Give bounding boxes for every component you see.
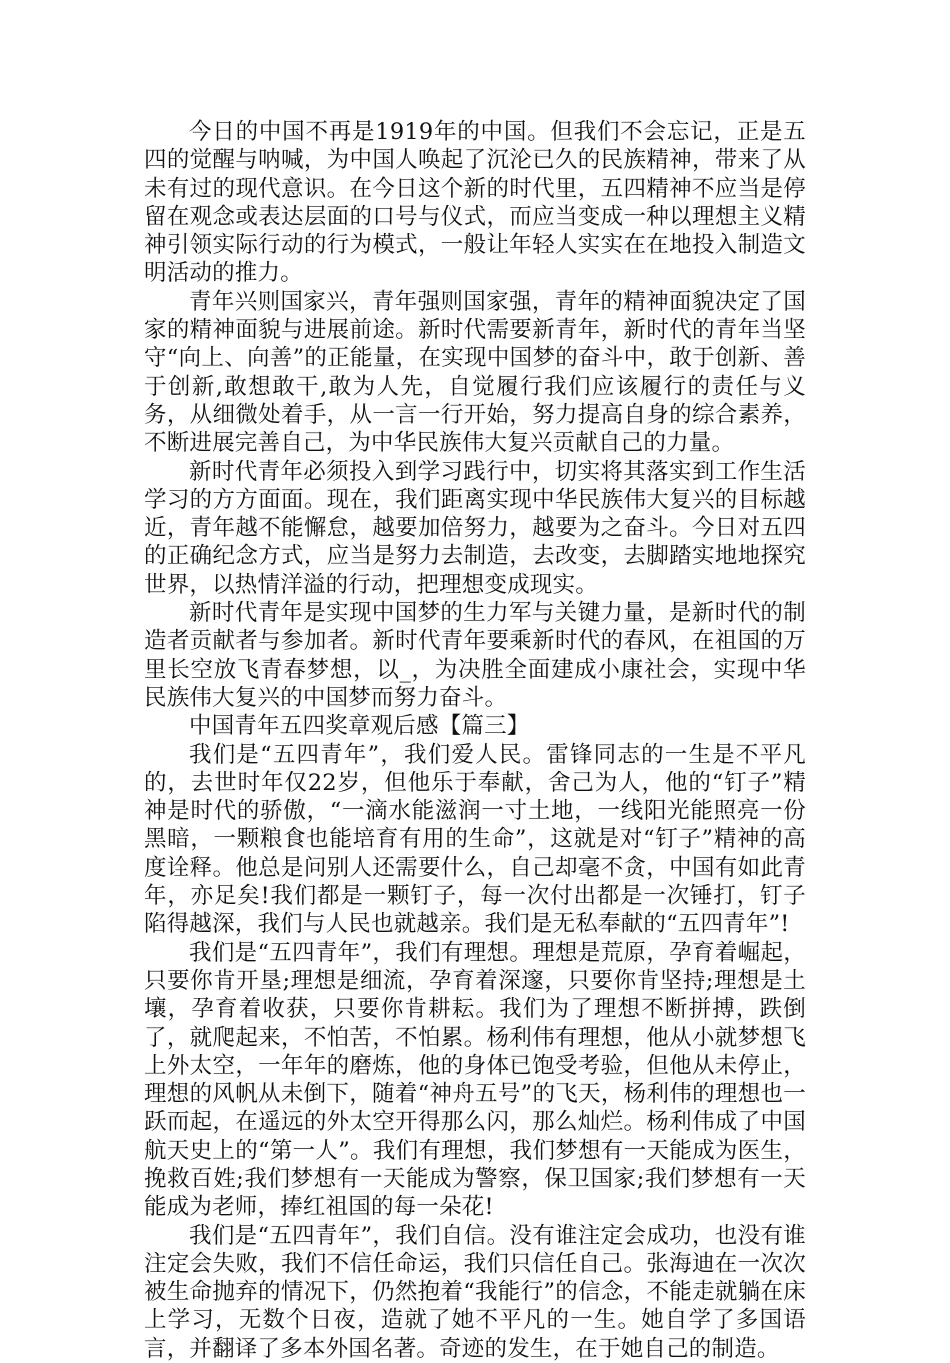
document-page [144,118,806,1363]
paragraph-2: 青年兴则国家兴，青年强则国家强，青年的精神面貌决定了国家的精神面貌与进展前途。新时代需要新青年，新时代的青年当坚守“向上、向善”的正能量，在实现中国梦的奋斗中，敢于创新、善于创新,敢想敢干,敢为人先，自觉履行我们应该履行的责任与义务，从细微处着手，从一言一行开始，努力提高自身的综合素养，不断进展完善自己，为中华民族伟大复兴贡献自己的力量。 [144,288,806,457]
paragraph-6: 我们是“五四青年”，我们有理想。理想是荒原，孕育着崛起，只要你肯开垦;理想是细流，孕育着深邃，只要你肯坚持;理想是土壤，孕育着收获，只要你肯耕耘。我们为了理想不断拼搏，跌倒了，就爬起来，不怕苦，不怕累。杨利伟有理想，他从小就梦想飞上外太空，一年年的磨炼，他的身体已饱受考验，但他从未停止，理想的风帆从未倒下，随着“神舟五号”的飞天，杨利伟的理想也一跃而起，在遥远的外太空开得那么闪，那么灿烂。杨利伟成了中国航天史上的“第一人”。我们有理想，我们梦想有一天能成为医生，挽救百姓;我们梦想有一天能成为警察，保卫国家;我们梦想有一天能成为老师，捧红祖国的每一朵花! [144,939,806,1221]
paragraph-1: 今日的中国不再是1919年的中国。但我们不会忘记，正是五四的觉醒与呐喊，为中国人唤起了沉沦已久的民族精神，带来了从未有过的现代意识。在今日这个新的时代里，五四精神不应当是停留在观念或表达层面的口号与仪式，而应当变成一种以理想主义精神引领实际行动的行为模式，一般让年轻人实实在在地投入制造文明活动的推力。 [144,119,806,287]
paragraph-5: 我们是“五四青年”，我们爱人民。雷锋同志的一生是不平凡的，去世时年仅22岁，但他乐于奉献，舍己为人，他的“钉子”精神是时代的骄傲，“一滴水能滋润一寸土地，一线阳光能照亮一份黑暗，一颗粮食也能培育有用的生命”，这就是对“钉子”精神的高度诠释。他总是问别人还需要什么，自己却毫不贪，中国有如此青年，亦足矣!我们都是一颗钉子，每一次付出都是一次锤打，钉子陷得越深，我们与人民也就越亲。我们是无私奉献的“五四青年”! [144,741,806,938]
paragraph-3: 新时代青年必须投入到学习践行中，切实将其落实到工作生活学习的方方面面。现在，我们距离实现中华民族伟大复兴的目标越近，青年越不能懈怠，越要加倍努力，越要为之奋斗。今日对五四的正确纪念方式，应当是努力去制造，去改变，去脚踏实地地探究世界，以热情洋溢的行动，把理想变成现实。 [144,458,806,598]
paragraph-7: 我们是“五四青年”，我们自信。没有谁注定会成功，也没有谁注定会失败，我们不信任命运，我们只信任自己。张海迪在一次次被生命抛弃的情况下，仍然抱着“我能行”的信念，不能走就躺在床上学习，无数个日夜，造就了她不平凡的一生。她自学了多国语言，并翻译了多本外国名著。奇迹的发生，在于她自己的制造。 [144,1222,806,1362]
paragraph-4: 新时代青年是实现中国梦的生力军与关键力量，是新时代的制造者贡献者与参加者。新时代青年要乘新时代的春风，在祖国的万里长空放飞青春梦想，以_，为决胜全面建成小康社会，实现中华民族伟大复兴的中国梦而努力奋斗。 [144,600,806,711]
section-heading: 中国青年五四奖章观后感【篇三】 [189,713,530,740]
